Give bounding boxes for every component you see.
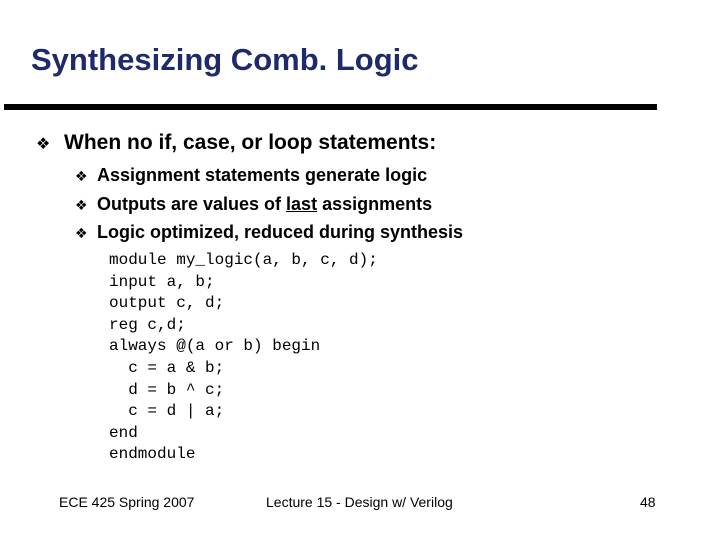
sub-bullet-text: Logic optimized, reduced during synthesis [97,222,464,242]
bullet-icon: ❖ [75,226,88,242]
sub-bullet-text: Assignment statements generate logic [97,165,428,185]
code-line: c = a & b; [109,358,225,377]
code-line: reg c,d; [109,315,186,334]
code-line: endmodule [109,445,196,464]
title-divider [4,104,657,110]
code-line: d = b ^ c; [109,380,225,399]
text-part: Outputs are values of [97,194,287,214]
bullet-icon: ❖ [75,169,88,185]
code-line: input a, b; [109,272,215,291]
underlined-word: last [286,194,318,214]
code-line: end [109,423,138,442]
code-line: output c, d; [109,294,225,313]
sub-bullet-2 [75,194,433,215]
code-line: module my_logic(a, b, c, d); [109,251,378,269]
text-part: assignments [317,194,433,214]
bullet-icon: ❖ [36,134,51,153]
sub-bullet-text [97,194,432,215]
code-line: c = d | a; [109,402,225,421]
verilog-code-block [109,250,378,466]
bullet-text: When no if, case, or loop statements: [64,131,437,154]
bullet-level1 [36,131,437,155]
footer-course: ECE 425 Spring 2007 [59,494,195,510]
bullet-icon: ❖ [75,198,88,214]
slide-title: Synthesizing Comb. Logic [31,42,419,77]
page-number: 48 [640,494,656,510]
sub-bullet-1 [75,165,428,186]
sub-bullet-3 [75,222,464,243]
code-line: always @(a or b) begin [109,337,321,356]
footer-lecture: Lecture 15 - Design w/ Verilog [266,494,453,510]
